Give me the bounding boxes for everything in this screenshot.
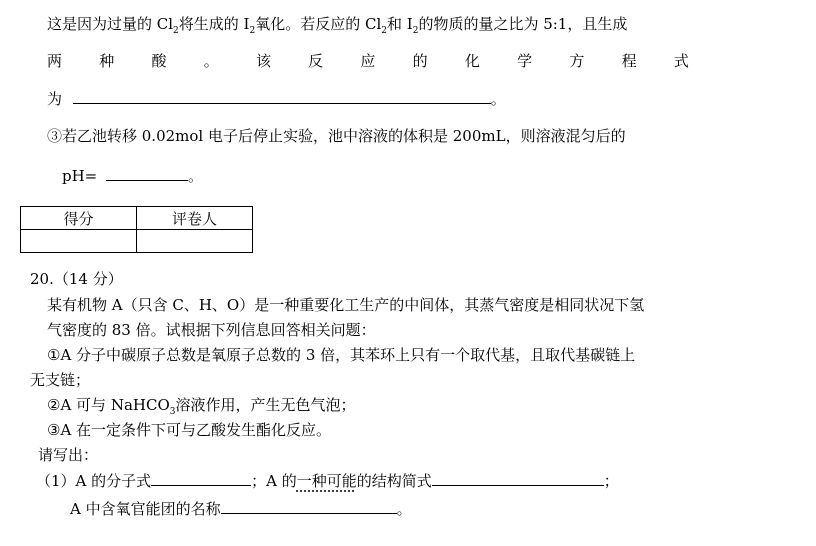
sub-question-1: （1）A 的分子式 ；A 的一种可能的结构简式 ； bbox=[36, 472, 619, 490]
line2-char: 该 bbox=[255, 52, 271, 70]
line2-char: 两 bbox=[47, 52, 63, 70]
para-line-3: 为 。 bbox=[47, 90, 506, 108]
line2-char: 程 bbox=[621, 52, 637, 70]
equation-answer-blank[interactable] bbox=[73, 88, 491, 104]
score-header: 得分 bbox=[21, 207, 137, 230]
line2-char: 。 bbox=[203, 52, 219, 70]
para-line-5: pH= 。 bbox=[62, 167, 204, 185]
line2-char: 学 bbox=[517, 52, 533, 70]
line2-char: 反 bbox=[308, 52, 324, 70]
condition-3: ③A 在一定条件下可与乙酸发生酯化反应。 bbox=[47, 421, 332, 439]
question-20-intro-line-1: 某有机物 A（只含 C、H、O）是一种重要化工生产的中间体，其蒸气密度是相同状况下氢 bbox=[47, 296, 645, 314]
sub-question-1-part-2: A 中含氧官能团的名称 。 bbox=[70, 500, 412, 518]
para-line-1: 这是因为过量的 $Cl_2$将生成的 $I_2$氧化。若反应的 $Cl_2$和 $I_2$的物质的量之比为 5:1，且生成 bbox=[47, 15, 628, 36]
para-line-4: ③若乙池转移 0.02mol 电子后停止实验，池中溶液的体积是 200mL，则溶液混匀后的 bbox=[47, 127, 626, 145]
line2-char: 化 bbox=[464, 52, 480, 70]
grader-cell[interactable] bbox=[137, 230, 253, 253]
emphasis-dotted-text: 一种可能 bbox=[296, 472, 357, 490]
line2-char: 方 bbox=[569, 52, 585, 70]
score-table bbox=[20, 206, 253, 253]
line2-char: 种 bbox=[99, 52, 115, 70]
line2-char: 酸 bbox=[151, 52, 167, 70]
condition-2: ②A 可与 NaHCO$_3$溶液作用，产生无色气泡； bbox=[47, 396, 356, 417]
score-cell[interactable] bbox=[21, 230, 137, 253]
functional-group-blank[interactable] bbox=[221, 498, 397, 514]
question-20-title: 20.（14 分） bbox=[30, 270, 123, 288]
line2-char: 式 bbox=[673, 52, 689, 70]
structure-formula-blank[interactable] bbox=[432, 470, 604, 486]
para-line-2 bbox=[47, 51, 689, 71]
question-20-intro-line-2: 气密度的 83 倍。试根据下列信息回答相关问题： bbox=[47, 321, 376, 339]
line2-char: 应 bbox=[360, 52, 376, 70]
molecular-formula-blank[interactable] bbox=[151, 470, 251, 486]
grader-header: 评卷人 bbox=[137, 207, 253, 230]
condition-1-line-1: ①A 分子中碳原子总数是氧原子总数的 3 倍，其苯环上只有一个取代基，且取代基碳链上 bbox=[47, 346, 636, 364]
write-out-prompt: 请写出： bbox=[38, 446, 99, 464]
line2-char: 的 bbox=[412, 52, 428, 70]
ph-answer-blank[interactable] bbox=[106, 165, 188, 181]
condition-1-line-2: 无支链； bbox=[30, 371, 91, 389]
